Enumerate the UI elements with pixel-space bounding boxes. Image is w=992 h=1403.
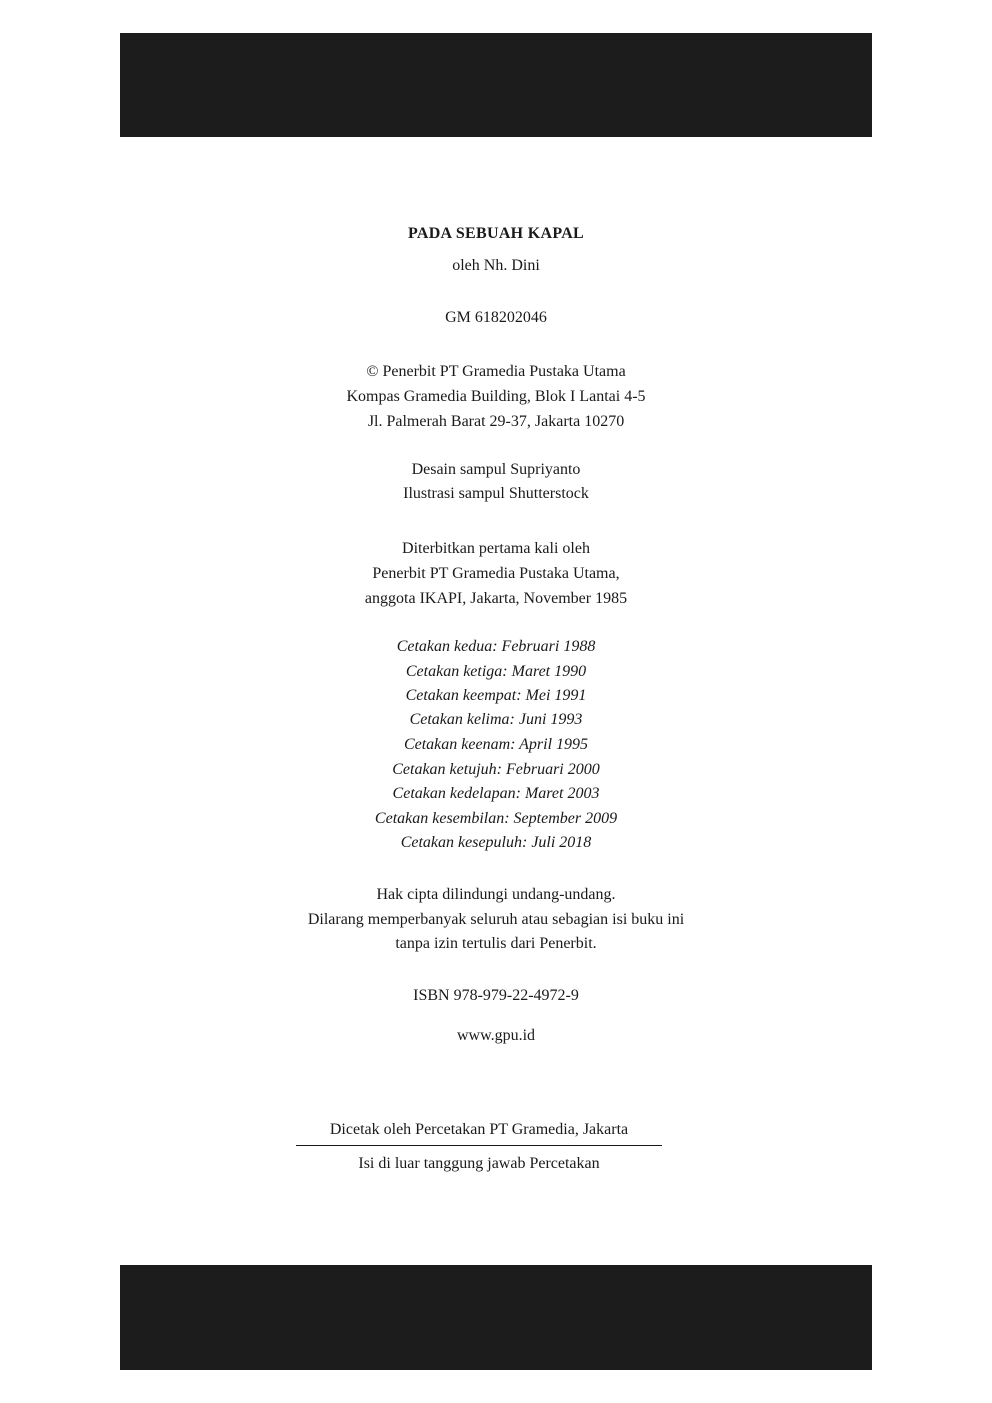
book-title: PADA SEBUAH KAPAL <box>407 225 585 242</box>
first-published-line-2: Penerbit PT Gramedia Pustaka Utama, <box>372 565 620 582</box>
printing-line: Cetakan kesepuluh: Juli 2018 <box>400 834 592 851</box>
publisher-line-3: Jl. Palmerah Barat 29-37, Jakarta 10270 <box>367 413 625 430</box>
first-published-line-1: Diterbitkan pertama kali oleh <box>402 540 590 557</box>
isbn: ISBN 978-979-22-4972-9 <box>413 987 579 1004</box>
first-published-line-3: anggota IKAPI, Jakarta, November 1985 <box>364 590 628 607</box>
bottom-black-bar <box>120 1265 872 1370</box>
printer-credit: Dicetak oleh Percetakan PT Gramedia, Jakarta <box>329 1121 629 1138</box>
printing-line: Cetakan keenam: April 1995 <box>403 736 589 753</box>
website: www.gpu.id <box>456 1027 536 1044</box>
printing-line: Cetakan kelima: Juni 1993 <box>409 711 583 728</box>
printing-line: Cetakan kedua: Februari 1988 <box>396 638 596 655</box>
publisher-line-2: Kompas Gramedia Building, Blok I Lantai 4-5 <box>346 388 646 405</box>
copyright-line-2: Dilarang memperbanyak seluruh atau sebagian isi buku ini <box>307 911 685 928</box>
cover-design-credit: Desain sampul Supriyanto <box>411 461 581 478</box>
publisher-line-1: © Penerbit PT Gramedia Pustaka Utama <box>366 363 626 380</box>
author-line: oleh Nh. Dini <box>452 257 540 274</box>
printing-line: Cetakan keempat: Mei 1991 <box>405 687 587 704</box>
printing-line: Cetakan ketujuh: Februari 2000 <box>392 761 600 778</box>
printer-divider <box>296 1145 662 1146</box>
book-code: GM 618202046 <box>445 309 547 326</box>
top-black-bar <box>120 33 872 137</box>
printing-line: Cetakan ketiga: Maret 1990 <box>405 663 587 680</box>
printing-line: Cetakan kedelapan: Maret 2003 <box>392 785 600 802</box>
copyright-line-1: Hak cipta dilindungi undang-undang. <box>376 886 616 903</box>
copyright-line-3: tanpa izin tertulis dari Penerbit. <box>395 935 597 952</box>
cover-illustration-credit: Ilustrasi sampul Shutterstock <box>403 485 589 502</box>
printing-line: Cetakan kesembilan: September 2009 <box>374 810 618 827</box>
printer-disclaimer: Isi di luar tanggung jawab Percetakan <box>358 1155 600 1172</box>
